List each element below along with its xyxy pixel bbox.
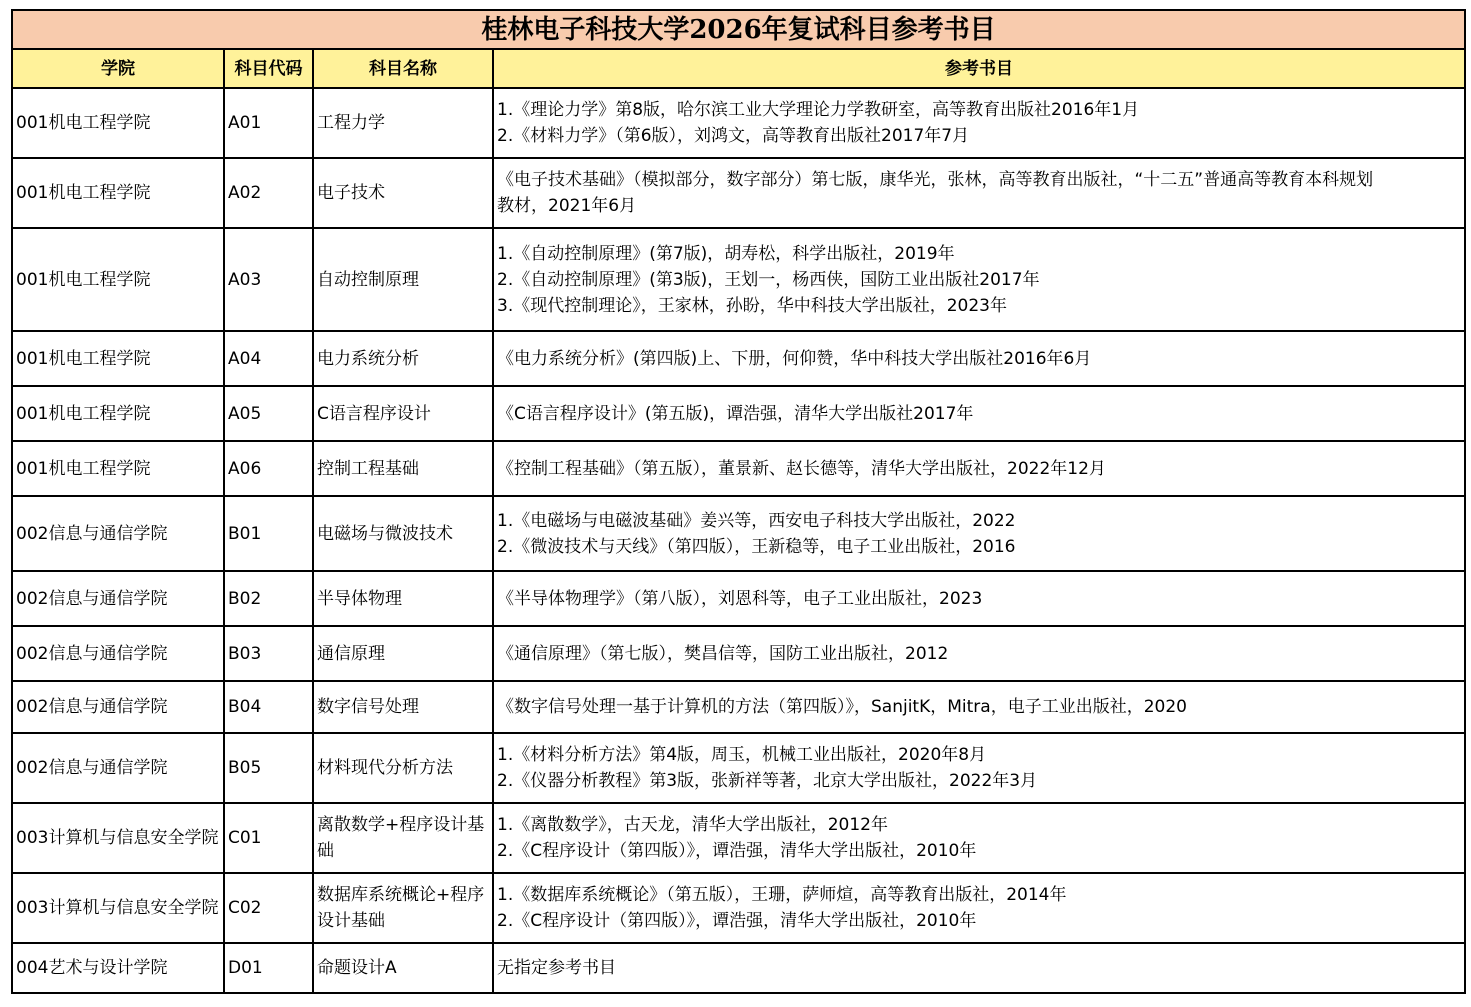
subject-cell: 工程力学 bbox=[313, 88, 493, 158]
books-cell bbox=[493, 88, 1465, 158]
college-cell: 002信息与通信学院 bbox=[12, 571, 224, 626]
code-cell: B04 bbox=[224, 681, 313, 733]
college-cell: 003计算机与信息安全学院 bbox=[12, 873, 224, 943]
code-cell: A06 bbox=[224, 441, 313, 496]
subject-cell: 电力系统分析 bbox=[313, 331, 493, 386]
college-cell: 002信息与通信学院 bbox=[12, 733, 224, 803]
table-row bbox=[12, 681, 1465, 733]
book-line: 1.《理论力学》第8版，哈尔滨工业大学理论力学教研室，高等教育出版社2016年1月 bbox=[497, 100, 1140, 120]
books-cell bbox=[493, 496, 1465, 571]
college-cell: 002信息与通信学院 bbox=[12, 496, 224, 571]
table-row bbox=[12, 441, 1465, 496]
books-cell bbox=[493, 386, 1465, 441]
table-row bbox=[12, 331, 1465, 386]
books-cell bbox=[493, 873, 1465, 943]
book-line: 1.《自动控制原理》(第7版)，胡寿松，科学出版社，2019年 bbox=[497, 243, 955, 264]
college-cell: 001机电工程学院 bbox=[12, 228, 224, 331]
code-cell: A01 bbox=[224, 88, 313, 158]
books-cell bbox=[493, 943, 1465, 993]
book-line: 《电子技术基础》（模拟部分，数字部分）第七版，康华光，张林，高等教育出版社，“十二五”普通高等教育本科规划 bbox=[497, 170, 1374, 190]
book-line: 1.《离散数学》，古天龙，清华大学出版社，2012年 bbox=[497, 815, 888, 835]
code-cell: C01 bbox=[224, 803, 313, 873]
table-row bbox=[12, 228, 1465, 331]
subject-cell: C语言程序设计 bbox=[313, 386, 493, 441]
college-cell: 001机电工程学院 bbox=[12, 331, 224, 386]
college-cell: 001机电工程学院 bbox=[12, 386, 224, 441]
book-line: 1.《数据库系统概论》（第五版），王珊，萨师煊，高等教育出版社，2014年 bbox=[497, 885, 1067, 905]
table-row bbox=[12, 158, 1465, 228]
code-cell: B05 bbox=[224, 733, 313, 803]
code-cell: D01 bbox=[224, 943, 313, 993]
book-line: 《电力系统分析》(第四版)上、下册，何仰赞，华中科技大学出版社2016年6月 bbox=[497, 348, 1092, 369]
books-cell bbox=[493, 571, 1465, 626]
college-cell: 004艺术与设计学院 bbox=[12, 943, 224, 993]
book-line: 2.《C程序设计（第四版）》，谭浩强，清华大学出版社，2010年 bbox=[497, 911, 977, 931]
subject-cell: 数字信号处理 bbox=[313, 681, 493, 733]
book-line: 无指定参考书目 bbox=[497, 958, 616, 978]
subject-cell: 材料现代分析方法 bbox=[313, 733, 493, 803]
table-row bbox=[12, 943, 1465, 993]
book-line: 3.《现代控制理论》，王家林，孙盼，华中科技大学出版社，2023年 bbox=[497, 295, 1007, 316]
book-line: 2.《C程序设计（第四版）》，谭浩强，清华大学出版社，2010年 bbox=[497, 841, 977, 861]
table-row bbox=[12, 88, 1465, 158]
subject-cell: 电子技术 bbox=[313, 158, 493, 228]
table-row bbox=[12, 496, 1465, 571]
book-line: 1.《材料分析方法》第4版，周玉，机械工业出版社，2020年8月 bbox=[497, 745, 987, 765]
subject-cell: 数据库系统概论+程序设计基础 bbox=[313, 873, 493, 943]
book-line: 2.《自动控制原理》(第3版)，王划一，杨西侠，国防工业出版社2017年 bbox=[497, 269, 1040, 290]
college-cell: 002信息与通信学院 bbox=[12, 626, 224, 681]
subject-cell: 自动控制原理 bbox=[313, 228, 493, 331]
college-cell: 001机电工程学院 bbox=[12, 441, 224, 496]
subject-cell: 电磁场与微波技术 bbox=[313, 496, 493, 571]
title-row bbox=[12, 10, 1465, 49]
book-line: 《通信原理》（第七版），樊昌信等，国防工业出版社，2012 bbox=[497, 643, 949, 664]
subject-cell: 离散数学+程序设计基础 bbox=[313, 803, 493, 873]
books-cell bbox=[493, 626, 1465, 681]
book-line: 1.《电磁场与电磁波基础》姜兴等，西安电子科技大学出版社，2022 bbox=[497, 510, 1016, 531]
code-cell: A05 bbox=[224, 386, 313, 441]
book-line: 2.《微波技术与天线》（第四版），王新稳等，电子工业出版社，2016 bbox=[497, 536, 1016, 557]
college-cell: 002信息与通信学院 bbox=[12, 681, 224, 733]
books-cell bbox=[493, 803, 1465, 873]
header-row bbox=[12, 49, 1465, 88]
subject-cell: 控制工程基础 bbox=[313, 441, 493, 496]
book-line: 教材，2021年6月 bbox=[497, 196, 637, 216]
books-cell bbox=[493, 331, 1465, 386]
code-cell: B03 bbox=[224, 626, 313, 681]
table-row bbox=[12, 873, 1465, 943]
books-cell bbox=[493, 228, 1465, 331]
subject-cell: 命题设计A bbox=[313, 943, 493, 993]
table-row bbox=[12, 571, 1465, 626]
header-books: 参考书目 bbox=[493, 49, 1465, 88]
code-cell: A04 bbox=[224, 331, 313, 386]
table-row bbox=[12, 626, 1465, 681]
header-college: 学院 bbox=[12, 49, 224, 88]
book-line: 《C语言程序设计》(第五版)，谭浩强，清华大学出版社2017年 bbox=[497, 403, 974, 424]
code-cell: B01 bbox=[224, 496, 313, 571]
books-cell bbox=[493, 733, 1465, 803]
books-cell bbox=[493, 158, 1465, 228]
code-cell: A02 bbox=[224, 158, 313, 228]
books-cell bbox=[493, 681, 1465, 733]
book-line: 《半导体物理学》（第八版），刘恩科等，电子工业出版社，2023 bbox=[497, 588, 983, 609]
subject-cell: 通信原理 bbox=[313, 626, 493, 681]
book-line: 2.《材料力学》（第6版），刘鸿文，高等教育出版社2017年7月 bbox=[497, 126, 970, 146]
table-row bbox=[12, 386, 1465, 441]
code-cell: B02 bbox=[224, 571, 313, 626]
college-cell: 001机电工程学院 bbox=[12, 158, 224, 228]
book-line: 《数字信号处理一基于计算机的方法（第四版）》，SanjitK，Mitra，电子工业出版社，2020 bbox=[497, 697, 1187, 717]
code-cell: A03 bbox=[224, 228, 313, 331]
reference-book-table bbox=[11, 9, 1466, 994]
table-row bbox=[12, 803, 1465, 873]
book-list-sheet bbox=[11, 9, 1464, 994]
college-cell: 001机电工程学院 bbox=[12, 88, 224, 158]
sheet-title: 桂林电子科技大学2026年复试科目参考书目 bbox=[12, 10, 1465, 49]
header-code: 科目代码 bbox=[224, 49, 313, 88]
table-row bbox=[12, 733, 1465, 803]
code-cell: C02 bbox=[224, 873, 313, 943]
college-cell: 003计算机与信息安全学院 bbox=[12, 803, 224, 873]
book-line: 2.《仪器分析教程》第3版，张新祥等著，北京大学出版社，2022年3月 bbox=[497, 771, 1038, 791]
book-line: 《控制工程基础》（第五版），董景新、赵长德等，清华大学出版社，2022年12月 bbox=[497, 458, 1106, 479]
header-name: 科目名称 bbox=[313, 49, 493, 88]
books-cell bbox=[493, 441, 1465, 496]
subject-cell: 半导体物理 bbox=[313, 571, 493, 626]
